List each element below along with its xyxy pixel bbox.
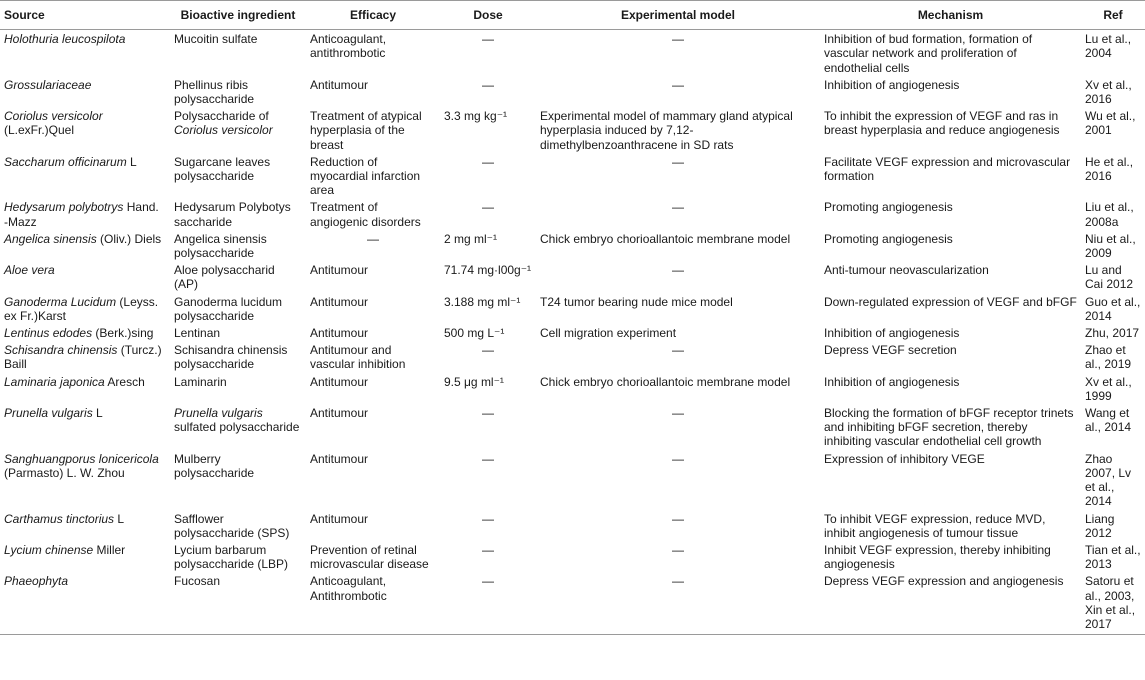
cell-mechanism: Inhibition of angiogenesis <box>824 374 960 389</box>
cell-ingredient <box>170 510 306 541</box>
cell-model: — <box>672 32 684 47</box>
cell-ref: Liu et al., 2008a <box>1085 200 1134 229</box>
cell-ingredient <box>170 76 306 107</box>
cell-ref: Wu et al., 2001 <box>1085 109 1136 138</box>
cell-efficacy: Reduction of myocardial infarction area <box>310 154 421 198</box>
source-species: Sanghuangporus lonicericola <box>4 451 159 466</box>
header-mechanism: Mechanism <box>820 1 1081 30</box>
cell-dose: — <box>482 200 494 215</box>
cell-ref: Wang et al., 2014 <box>1085 406 1132 435</box>
source-authority: L <box>114 511 125 526</box>
table-row <box>0 76 1145 107</box>
cell-source <box>0 30 170 76</box>
source-authority: (Leyss. ex Fr.)Karst <box>4 294 159 323</box>
cell-ingredient <box>170 30 306 76</box>
cell-source <box>0 572 170 634</box>
source-authority: (Oliv.) Diels <box>96 231 162 246</box>
table-row <box>0 341 1145 372</box>
ingredient-name: Safflower polysaccharide (SPS) <box>174 511 290 540</box>
cell-ingredient <box>170 541 306 572</box>
cell-mechanism: Inhibition of angiogenesis <box>824 77 960 92</box>
cell-source <box>0 76 170 107</box>
ingredient-name: Sugarcane leaves polysaccharide <box>174 154 271 184</box>
source-species: Schisandra chinensis <box>4 343 118 358</box>
cell-source <box>0 230 170 261</box>
table-row <box>0 324 1145 341</box>
source-species: Saccharum officinarum <box>4 154 127 169</box>
cell-efficacy: Antitumour <box>310 406 369 421</box>
table-row <box>0 107 1145 153</box>
cell-source <box>0 510 170 541</box>
table-header <box>0 1 1145 30</box>
cell-mechanism: To inhibit VEGF expression, reduce MVD, inhibit angiogenesis of tumour tissue <box>824 511 1046 540</box>
header-ref: Ref <box>1081 1 1145 30</box>
cell-ref: Lu et al., 2004 <box>1085 32 1132 61</box>
cell-model: Experimental model of mammary gland atypical hyperplasia induced by 7,12-dimethylbenzoanthracene in SD rats <box>540 109 793 152</box>
cell-dose: — <box>482 511 494 526</box>
cell-source <box>0 107 170 153</box>
cell-ref: Liang 2012 <box>1085 511 1115 540</box>
cell-source <box>0 373 170 404</box>
cell-efficacy: Treatment of angiogenic disorders <box>310 200 421 229</box>
header-dose: Dose <box>440 1 536 30</box>
cell-mechanism: Blocking the formation of bFGF receptor trinets and inhibiting bFGF secretion, thereby inhibiting vascular endothelial cell growth <box>824 406 1074 449</box>
source-species: Grossulariaceae <box>4 77 92 92</box>
table-row <box>0 510 1145 541</box>
cell-ingredient <box>170 450 306 510</box>
table-row <box>0 572 1145 634</box>
ingredient-name: Schisandra chinensis polysaccharide <box>174 343 288 372</box>
cell-dose: 71.74 mg·l00g⁻¹ <box>444 263 532 278</box>
ingredient-name: Ganoderma lucidum polysaccharide <box>174 294 283 323</box>
ingredient-name: Fucosan <box>174 574 221 589</box>
cell-efficacy: Anticoagulant, Antithrombotic <box>306 572 440 634</box>
cell-ingredient <box>170 324 306 341</box>
cell-mechanism: Promoting angiogenesis <box>824 200 953 215</box>
header-ingredient: Bioactive ingredient <box>170 1 306 30</box>
cell-efficacy: Antitumour <box>310 326 369 341</box>
header-model: Experimental model <box>536 1 820 30</box>
cell-efficacy: Antitumour <box>310 451 369 466</box>
cell-ref: Tian et al., 2013 <box>1085 542 1141 572</box>
cell-ref: Guo et al., 2014 <box>1085 294 1141 323</box>
table-row <box>0 373 1145 404</box>
cell-source <box>0 324 170 341</box>
source-species: Holothuria leucospilota <box>4 32 126 47</box>
cell-model: — <box>672 542 684 557</box>
cell-ref: Lu and Cai 2012 <box>1085 263 1134 292</box>
cell-efficacy: — <box>367 231 379 246</box>
source-species: Laminaria japonica <box>4 374 105 389</box>
cell-dose: 9.5 μg ml⁻¹ <box>444 374 504 389</box>
cell-model: — <box>672 511 684 526</box>
cell-dose: 2 mg ml⁻¹ <box>444 231 498 246</box>
source-species: Angelica sinensis <box>4 231 97 246</box>
source-species: Ganoderma Lucidum <box>4 294 117 309</box>
table-row <box>0 153 1145 199</box>
cell-efficacy: Antitumour <box>310 263 369 278</box>
source-species: Hedysarum polybotrys <box>4 200 124 215</box>
source-authority: (Berk.)sing <box>92 326 154 341</box>
cell-source <box>0 153 170 199</box>
ingredient-species: Coriolus versicolor <box>174 123 273 138</box>
ingredient-species: Prunella vulgaris <box>174 406 263 421</box>
header-source: Source <box>0 1 170 30</box>
cell-dose: 3.3 mg kg⁻¹ <box>444 109 508 124</box>
ingredient-name: Lycium barbarum polysaccharide (LBP) <box>174 542 289 572</box>
source-authority: Hand. -Mazz <box>4 200 159 229</box>
ingredient-name: Lentinan <box>174 326 221 341</box>
cell-ingredient <box>170 261 306 292</box>
header-efficacy: Efficacy <box>306 1 440 30</box>
cell-source <box>0 198 170 229</box>
ingredient-name: Hedysarum Polybotys saccharide <box>174 200 291 229</box>
cell-model: — <box>672 154 684 169</box>
table-body <box>0 30 1145 635</box>
cell-ref: He et al., 2016 <box>1085 154 1134 184</box>
cell-model: Chick embryo chorioallantoic membrane model <box>540 374 791 389</box>
cell-ingredient <box>170 293 306 324</box>
cell-model: — <box>536 572 820 634</box>
cell-model: — <box>672 406 684 421</box>
cell-ref: Xv et al., 1999 <box>1085 374 1132 403</box>
source-species: Phaeophyta <box>4 574 69 589</box>
table-row <box>0 261 1145 292</box>
cell-ref: Zhao et al., 2019 <box>1085 343 1132 372</box>
cell-efficacy: Prevention of retinal microvascular disease <box>310 542 429 572</box>
table-row <box>0 450 1145 510</box>
cell-model: Cell migration experiment <box>540 326 677 341</box>
cell-ref: Xv et al., 2016 <box>1085 77 1132 107</box>
cell-ingredient <box>170 198 306 229</box>
source-species: Aloe vera <box>4 263 55 278</box>
cell-source <box>0 261 170 292</box>
cell-source <box>0 541 170 572</box>
cell-ref: Niu et al., 2009 <box>1085 231 1136 261</box>
table-row <box>0 198 1145 229</box>
cell-dose: — <box>482 32 494 47</box>
source-species: Lentinus edodes <box>4 326 93 341</box>
cell-model: Chick embryo chorioallantoic membrane model <box>540 231 791 246</box>
cell-ingredient <box>170 230 306 261</box>
source-authority: (L.exFr.)Quel <box>4 123 75 138</box>
table-row <box>0 404 1145 450</box>
cell-efficacy: Antitumour <box>310 77 369 92</box>
cell-model: T24 tumor bearing nude mice model <box>540 294 733 309</box>
cell-dose: — <box>482 542 494 557</box>
ingredient-name: Angelica sinensis polysaccharide <box>174 231 267 261</box>
cell-model: — <box>672 200 684 215</box>
cell-ingredient <box>170 341 306 372</box>
cell-source <box>0 293 170 324</box>
cell-dose: — <box>482 406 494 421</box>
cell-ingredient <box>170 107 306 153</box>
cell-efficacy: Antitumour <box>310 294 369 309</box>
cell-model: — <box>672 263 684 278</box>
source-authority: Miller <box>93 542 126 557</box>
cell-ingredient <box>170 153 306 199</box>
ingredient-name: Laminarin <box>174 374 227 389</box>
cell-efficacy: Treatment of atypical hyperplasia of the breast <box>310 109 422 152</box>
cell-mechanism: Inhibition of bud formation, formation of vascular network and proliferation of endothelial cells <box>824 32 1033 75</box>
source-species: Lycium chinense <box>4 542 94 557</box>
cell-ref: Satoru et al., 2003, Xin et al., 2017 <box>1081 572 1145 634</box>
ingredient-name: Mucoitin sulfate <box>174 32 258 47</box>
table-row <box>0 30 1145 76</box>
source-authority: (Turcz.) Baill <box>4 343 162 372</box>
cell-mechanism: Promoting angiogenesis <box>824 231 953 246</box>
cell-mechanism: Depress VEGF secretion <box>824 343 957 358</box>
source-species: Coriolus versicolor <box>4 109 103 124</box>
cell-ingredient <box>170 404 306 450</box>
source-species: Prunella vulgaris <box>4 406 93 421</box>
cell-dose: — <box>482 154 494 169</box>
cell-efficacy: Anticoagulant, antithrombotic <box>310 32 387 61</box>
cell-model: — <box>672 77 684 92</box>
cell-dose: — <box>482 343 494 358</box>
cell-mechanism: Depress VEGF expression and angiogenesis <box>820 572 1081 634</box>
cell-efficacy: Antitumour <box>310 374 369 389</box>
cell-model: — <box>672 343 684 358</box>
ingredient-name: Aloe polysaccharid (AP) <box>174 263 275 292</box>
ingredient-name: Mulberry polysaccharide <box>174 451 255 480</box>
source-authority: L <box>92 406 103 421</box>
source-authority: (Parmasto) L. W. Zhou <box>4 465 125 480</box>
source-authority: L <box>126 154 137 169</box>
cell-ref: Zhao 2007, Lv et al., 2014 <box>1085 451 1132 509</box>
cell-mechanism: Anti-tumour neovascularization <box>824 263 989 278</box>
cell-model: — <box>672 451 684 466</box>
ingredient-name: Phellinus ribis polysaccharide <box>174 77 255 107</box>
cell-dose: — <box>482 451 494 466</box>
ingredient-name: Polysaccharide of <box>174 109 269 124</box>
cell-dose: 3.188 mg ml⁻¹ <box>444 294 521 309</box>
source-species: Carthamus tinctorius <box>4 511 115 526</box>
cell-dose: — <box>482 77 494 92</box>
cell-source <box>0 450 170 510</box>
cell-mechanism: To inhibit the expression of VEGF and ras in breast hyperplasia and reduce angiogenesis <box>824 109 1060 138</box>
cell-mechanism: Facilitate VEGF expression and microvascular formation <box>824 154 1071 184</box>
table-row <box>0 541 1145 572</box>
cell-efficacy: Antitumour <box>310 511 369 526</box>
ingredient-name: sulfated polysaccharide <box>174 420 300 435</box>
cell-source <box>0 341 170 372</box>
cell-mechanism: Inhibition of angiogenesis <box>824 326 960 341</box>
cell-efficacy: Antitumour and vascular inhibition <box>310 343 406 372</box>
cell-mechanism: Down-regulated expression of VEGF and bFGF <box>824 294 1077 309</box>
cell-mechanism: Inhibit VEGF expression, thereby inhibiting angiogenesis <box>824 542 1051 572</box>
cell-mechanism: Expression of inhibitory VEGE <box>824 451 985 466</box>
cell-ingredient <box>170 572 306 634</box>
cell-ingredient <box>170 373 306 404</box>
cell-dose: 500 mg L⁻¹ <box>444 326 505 341</box>
source-authority: Aresch <box>104 374 145 389</box>
table-row <box>0 293 1145 324</box>
table-row <box>0 230 1145 261</box>
cell-dose: — <box>440 572 536 634</box>
cell-ref: Zhu, 2017 <box>1085 326 1140 341</box>
cell-source <box>0 404 170 450</box>
